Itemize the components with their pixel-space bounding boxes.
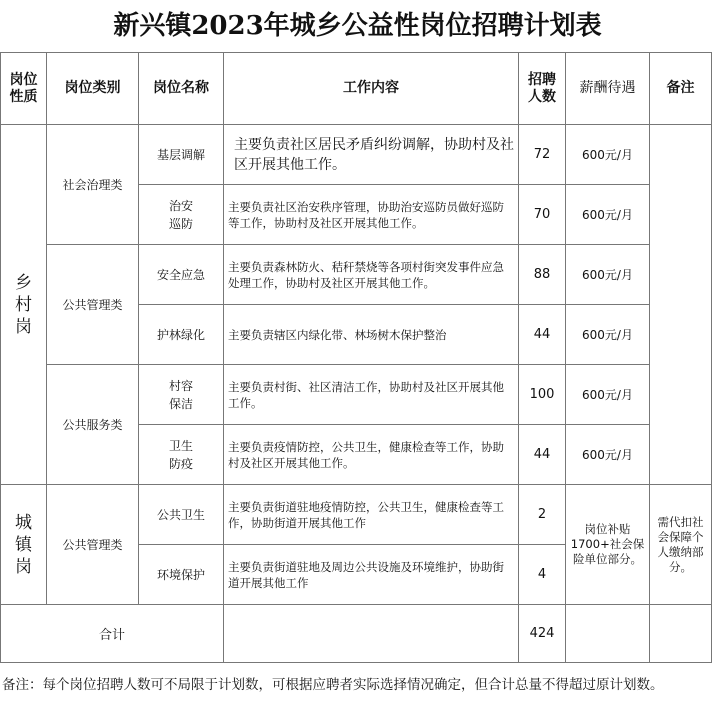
nature-cell-urban: 城 镇 岗 [1,485,47,605]
salary-cell: 600元/月 [566,245,650,305]
position-name: 治安 巡防 [139,185,224,245]
table-row [1,245,712,305]
recruit-count: 44 [519,305,566,365]
total-row [1,605,712,663]
recruitment-plan-table [0,52,712,663]
work-content: 主要负责疫情防控，公共卫生，健康检查等工作，协助村及社区开展其他工作。 [224,425,519,485]
total-empty [224,605,519,663]
total-empty [650,605,712,663]
header-content: 工作内容 [224,53,519,125]
position-name: 公共卫生 [139,485,224,545]
salary-cell: 600元/月 [566,125,650,185]
recruit-count: 2 [519,485,566,545]
work-content: 主要负责社区居民矛盾纠纷调解，协助村及社区开展其他工作。 [224,125,519,185]
category-cell: 公共服务类 [47,365,139,485]
position-name: 环境保护 [139,545,224,605]
nature-cell-rural: 乡 村 岗 [1,125,47,485]
salary-cell: 600元/月 [566,425,650,485]
header-category: 岗位类别 [47,53,139,125]
work-content: 主要负责社区治安秩序管理，协助治安巡防员做好巡防等工作，协助村及社区开展其他工作。 [224,185,519,245]
recruit-count: 88 [519,245,566,305]
work-content: 主要负责街道驻地及周边公共设施及环境维护，协助街道开展其他工作 [224,545,519,605]
table-row [1,365,712,425]
recruit-count: 44 [519,425,566,485]
salary-cell: 600元/月 [566,365,650,425]
work-content: 主要负责辖区内绿化带、林场树木保护整治 [224,305,519,365]
recruit-count: 100 [519,365,566,425]
header-row [1,53,712,125]
footnote: 备注：每个岗位招聘人数可不局限于计划数，可根据应聘者实际选择情况确定，但合计总量不得超过原计划数。 [2,677,664,693]
recruit-count: 72 [519,125,566,185]
total-label: 合计 [1,605,224,663]
total-count: 424 [519,605,566,663]
header-count: 招聘 人数 [519,53,566,125]
table-row [1,485,712,545]
recruit-count: 4 [519,545,566,605]
header-nature: 岗位 性质 [1,53,47,125]
position-name: 卫生 防疫 [139,425,224,485]
remark-cell [650,125,712,485]
salary-cell-urban: 岗位补贴1700+社会保险单位部分。 [566,485,650,605]
total-empty [566,605,650,663]
recruit-count: 70 [519,185,566,245]
work-content: 主要负责森林防火、秸秆禁烧等各项村街突发事件应急处理工作，协助村及社区开展其他工作。 [224,245,519,305]
category-cell: 公共管理类 [47,485,139,605]
table-row [1,125,712,185]
header-name: 岗位名称 [139,53,224,125]
header-salary: 薪酬待遇 [566,53,650,125]
position-name: 安全应急 [139,245,224,305]
category-cell: 社会治理类 [47,125,139,245]
position-name: 村容 保洁 [139,365,224,425]
salary-cell: 600元/月 [566,305,650,365]
work-content: 主要负责村街、社区清洁工作，协助村及社区开展其他工作。 [224,365,519,425]
salary-cell: 600元/月 [566,185,650,245]
work-content: 主要负责街道驻地疫情防控，公共卫生，健康检查等工作，协助街道开展其他工作 [224,485,519,545]
header-remark: 备注 [650,53,712,125]
position-name: 护林绿化 [139,305,224,365]
position-name: 基层调解 [139,125,224,185]
remark-cell-urban: 需代扣社会保障个人缴纳部分。 [650,485,712,605]
category-cell: 公共管理类 [47,245,139,365]
page-title: 新兴镇2023年城乡公益性岗位招聘计划表 [113,11,602,41]
